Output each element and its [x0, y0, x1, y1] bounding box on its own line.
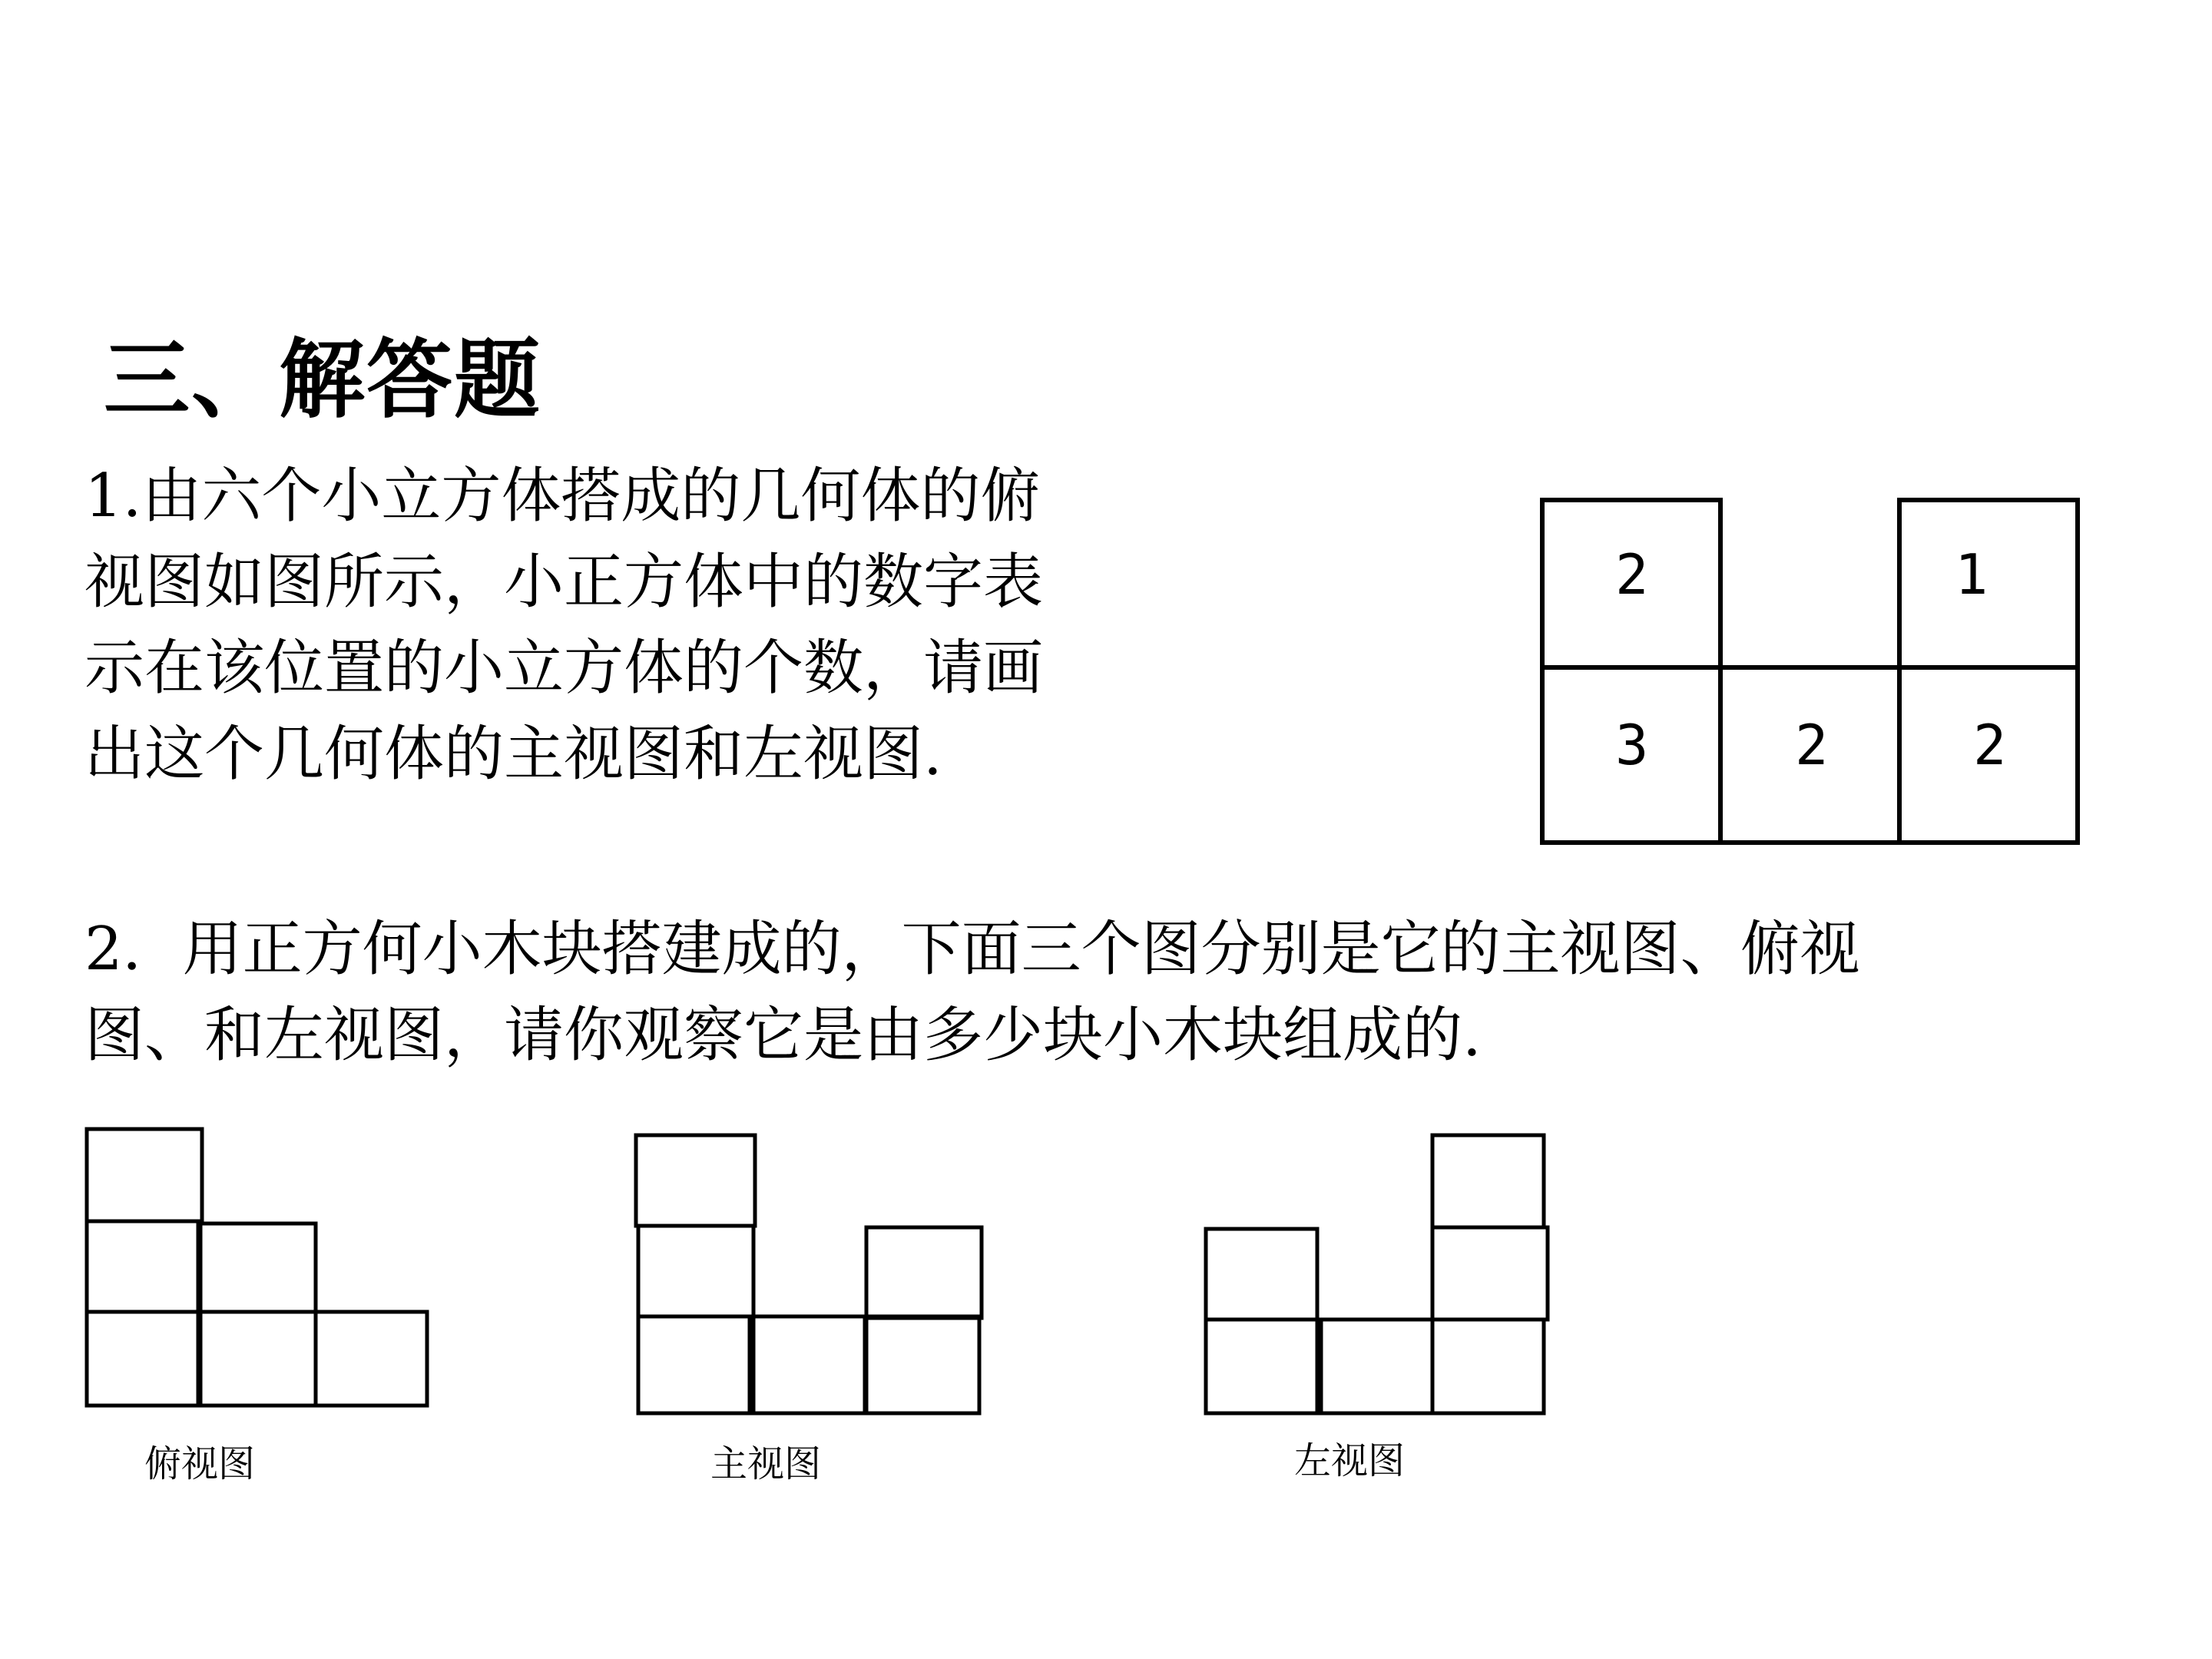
question-1-line-4: 出这个几何体的主视图和左视图. [84, 720, 942, 789]
left-view-cell [1321, 1320, 1432, 1413]
grid-number-bottom-middle: 2 [1795, 713, 1829, 777]
question-2-line-1: 2．用正方何小木块搭建成的，下面三个图分别是它的主视图、俯视 [84, 915, 1860, 984]
top-view-cell [200, 1224, 316, 1312]
grid-number-top-left: 2 [1615, 542, 1649, 607]
top-view-cell [200, 1312, 316, 1406]
grid-number-top-right: 1 [1955, 542, 1988, 607]
front-view-label: 主视图 [710, 1442, 822, 1485]
front-view-cell [636, 1135, 755, 1226]
top-view-cell [87, 1312, 198, 1406]
front-view-cell [866, 1316, 979, 1413]
left-view-label: 左视图 [1294, 1439, 1406, 1482]
section-heading: 三、解答题 [104, 330, 541, 430]
top-view-cell [87, 1221, 198, 1312]
grid-number-bottom-left: 3 [1615, 713, 1649, 777]
left-view-cell [1432, 1320, 1544, 1413]
top-view-cell [87, 1129, 202, 1221]
question-1-line-2: 视图如图所示，小正方体中的数字表 [84, 548, 1044, 617]
question-2-top-view [87, 1129, 427, 1406]
top-view-cell [316, 1312, 427, 1406]
top-view-label: 俯视图 [144, 1442, 256, 1485]
question-1-line-1: 1.由六个小立方体搭成的几何体的俯 [84, 462, 1041, 531]
left-view-cell [1206, 1320, 1317, 1413]
front-view-cell [638, 1226, 753, 1316]
question-1-line-3: 示在该位置的小立方体的个数，请画 [84, 634, 1044, 703]
front-view-cell [753, 1316, 865, 1413]
left-view-cell [1432, 1135, 1544, 1227]
grid-cell-top-right [1899, 500, 2078, 667]
question-2-line-2: 图、和左视图，请你观察它是由多少块小木块组成的. [84, 1001, 1482, 1070]
front-view-cell [866, 1227, 982, 1318]
question-2-front-view [636, 1135, 982, 1413]
left-view-cell [1206, 1229, 1317, 1320]
front-view-cell [638, 1316, 750, 1413]
grid-number-bottom-right: 2 [1973, 713, 2007, 777]
left-view-cell [1432, 1227, 1548, 1320]
question-2-left-view [1206, 1135, 1548, 1413]
